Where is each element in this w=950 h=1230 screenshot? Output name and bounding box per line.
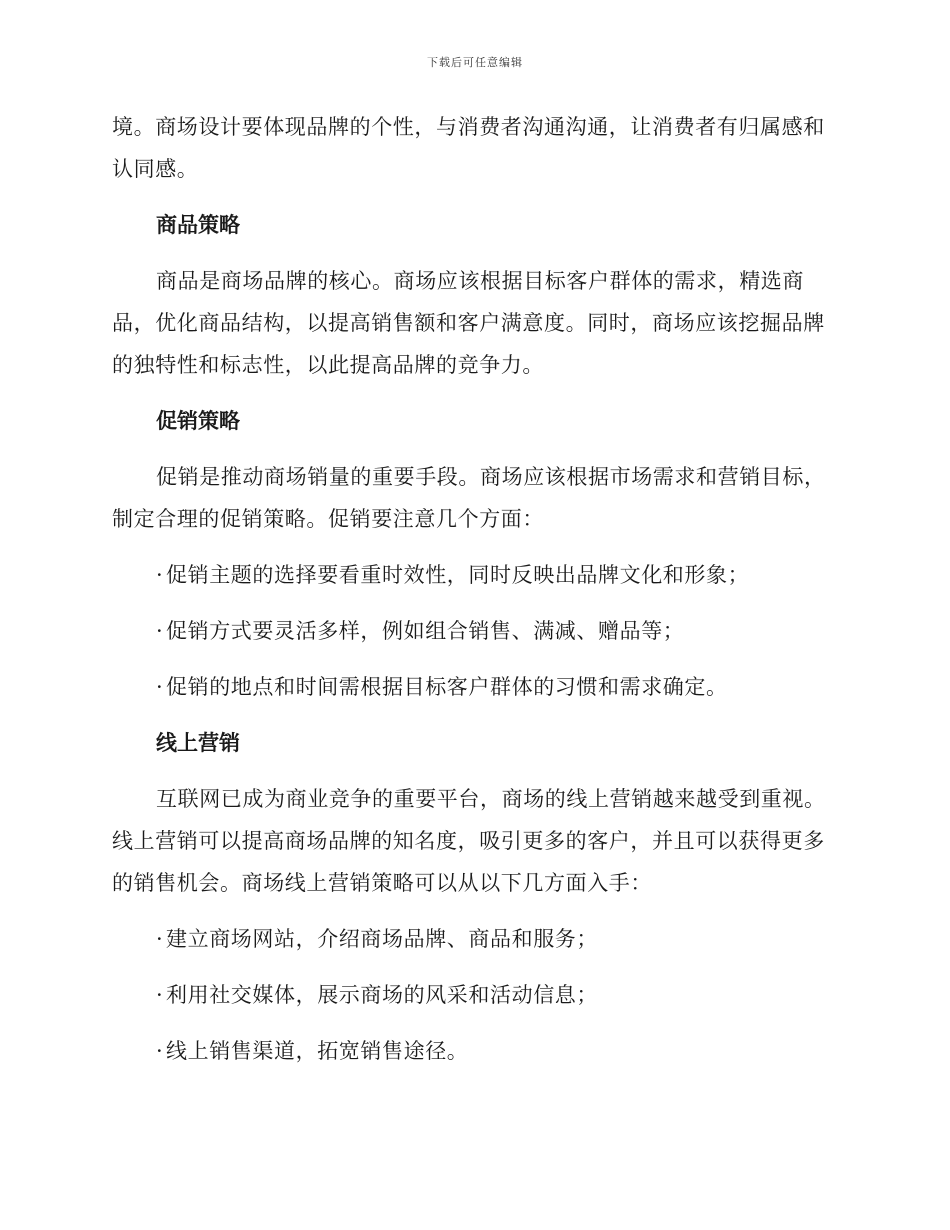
- list-item: [112, 1030, 836, 1072]
- section-paragraph-online: 互联网已成为商业竞争的重要平台，商场的线上营销越来越受到重视。线上营销可以提高商场品牌的知名度，吸引更多的客户，并且可以获得更多的销售机会。商场线上营销策略可以从以下几方面入手：: [112, 787, 826, 895]
- list-item: [112, 666, 836, 708]
- bullet-dot: ·: [156, 927, 164, 951]
- section-title-promotion: 促销策略: [156, 409, 240, 433]
- header-note: 下载后可任意编辑: [427, 56, 523, 69]
- bullet-dot: ·: [156, 563, 164, 587]
- bullet-text: 促销方式要灵活多样，例如组合销售、满减、赠品等；: [166, 619, 685, 643]
- section-paragraph-promotion: 促销是推动商场销量的重要手段。商场应该根据市场需求和营销目标，制定合理的促销策略。促销要注意几个方面：: [112, 465, 826, 531]
- bullet-dot: ·: [156, 983, 164, 1007]
- list-item: [112, 554, 836, 596]
- bullet-text: 建立商场网站，介绍商场品牌、商品和服务；: [166, 927, 598, 951]
- intro-paragraph: 境。商场设计要体现品牌的个性，与消费者沟通沟通，让消费者有归属感和认同感。: [112, 115, 825, 181]
- bullet-dot: ·: [156, 1039, 164, 1063]
- list-item: [112, 918, 836, 960]
- bullet-text: 线上销售渠道，拓宽销售途径。: [166, 1039, 469, 1063]
- section-paragraph-products: 商品是商场品牌的核心。商场应该根据目标客户群体的需求，精选商品，优化商品结构，以提高销售额和客户满意度。同时，商场应该挖掘品牌的独特性和标志性，以此提高品牌的竞争力。: [112, 269, 825, 377]
- bullet-dot: ·: [156, 619, 164, 643]
- list-item: [112, 610, 836, 652]
- document-body: [112, 106, 836, 1072]
- bullet-text: 利用社交媒体，展示商场的风采和活动信息；: [166, 983, 598, 1007]
- bullet-dot: ·: [156, 675, 164, 699]
- bullet-text: 促销主题的选择要看重时效性，同时反映出品牌文化和形象；: [166, 563, 750, 587]
- section-title-online: 线上营销: [156, 731, 240, 755]
- list-item: [112, 974, 836, 1016]
- bullet-text: 促销的地点和时间需根据目标客户群体的习惯和需求确定。: [166, 675, 728, 699]
- section-title-products: 商品策略: [156, 213, 240, 237]
